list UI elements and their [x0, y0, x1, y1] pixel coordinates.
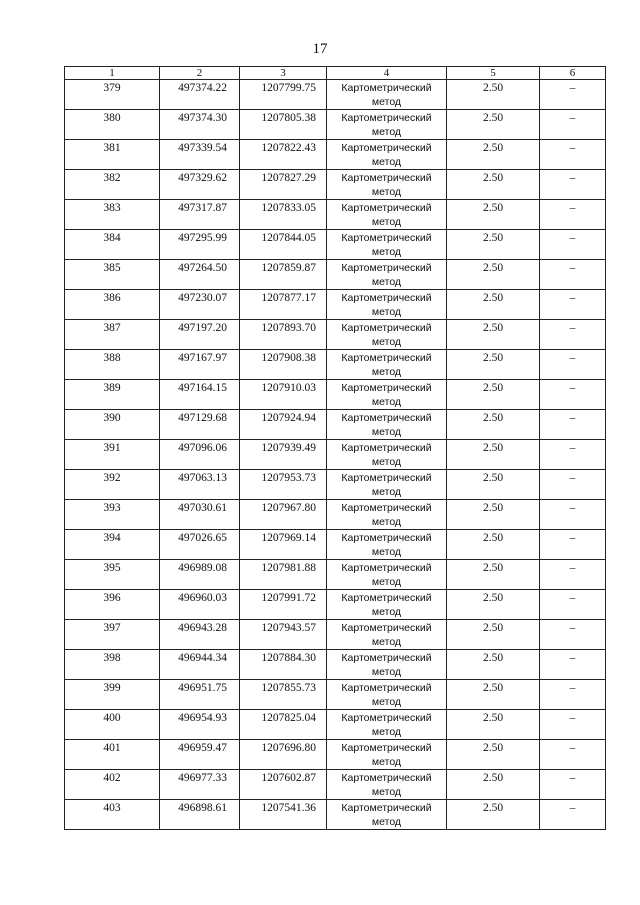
table-body — [65, 80, 606, 830]
accuracy-cell: 2.50 — [447, 680, 540, 710]
method-cell: Картометрический метод — [327, 320, 447, 350]
method-cell: Картометрический метод — [327, 410, 447, 440]
x-coordinate-cell: 496943.28 — [160, 620, 240, 650]
accuracy-cell: 2.50 — [447, 320, 540, 350]
y-coordinate-cell: 1207893.70 — [240, 320, 327, 350]
column-header-6: 6 — [540, 67, 606, 80]
table-row — [65, 680, 606, 710]
x-coordinate-cell: 497317.87 — [160, 200, 240, 230]
method-cell: Картометрический метод — [327, 500, 447, 530]
method-cell: Картометрический метод — [327, 200, 447, 230]
table-row — [65, 200, 606, 230]
table-row — [65, 230, 606, 260]
y-coordinate-cell: 1207877.17 — [240, 290, 327, 320]
column-header-2: 2 — [160, 67, 240, 80]
x-coordinate-cell: 497295.99 — [160, 230, 240, 260]
note-cell: – — [540, 620, 606, 650]
y-coordinate-cell: 1207822.43 — [240, 140, 327, 170]
table-row — [65, 530, 606, 560]
point-number-cell: 393 — [65, 500, 160, 530]
accuracy-cell: 2.50 — [447, 530, 540, 560]
point-number-cell: 383 — [65, 200, 160, 230]
point-number-cell: 388 — [65, 350, 160, 380]
point-number-cell: 381 — [65, 140, 160, 170]
x-coordinate-cell: 497167.97 — [160, 350, 240, 380]
note-cell: – — [540, 350, 606, 380]
point-number-cell: 386 — [65, 290, 160, 320]
accuracy-cell: 2.50 — [447, 200, 540, 230]
x-coordinate-cell: 496959.47 — [160, 740, 240, 770]
column-header-1: 1 — [65, 67, 160, 80]
x-coordinate-cell: 496951.75 — [160, 680, 240, 710]
note-cell: – — [540, 530, 606, 560]
table-row — [65, 140, 606, 170]
note-cell: – — [540, 770, 606, 800]
method-cell: Картометрический метод — [327, 470, 447, 500]
y-coordinate-cell: 1207827.29 — [240, 170, 327, 200]
table-row — [65, 80, 606, 110]
method-cell: Картометрический метод — [327, 620, 447, 650]
method-cell: Картометрический метод — [327, 560, 447, 590]
x-coordinate-cell: 497374.22 — [160, 80, 240, 110]
table-row — [65, 560, 606, 590]
x-coordinate-cell: 496960.03 — [160, 590, 240, 620]
accuracy-cell: 2.50 — [447, 560, 540, 590]
x-coordinate-cell: 497329.62 — [160, 170, 240, 200]
point-number-cell: 403 — [65, 800, 160, 830]
y-coordinate-cell: 1207981.88 — [240, 560, 327, 590]
method-cell: Картометрический метод — [327, 80, 447, 110]
point-number-cell: 397 — [65, 620, 160, 650]
note-cell: – — [540, 320, 606, 350]
accuracy-cell: 2.50 — [447, 770, 540, 800]
point-number-cell: 395 — [65, 560, 160, 590]
table-row — [65, 320, 606, 350]
y-coordinate-cell: 1207924.94 — [240, 410, 327, 440]
point-number-cell: 384 — [65, 230, 160, 260]
y-coordinate-cell: 1207969.14 — [240, 530, 327, 560]
x-coordinate-cell: 496944.34 — [160, 650, 240, 680]
accuracy-cell: 2.50 — [447, 410, 540, 440]
note-cell: – — [540, 650, 606, 680]
accuracy-cell: 2.50 — [447, 110, 540, 140]
note-cell: – — [540, 140, 606, 170]
x-coordinate-cell: 497030.61 — [160, 500, 240, 530]
x-coordinate-cell: 497374.30 — [160, 110, 240, 140]
x-coordinate-cell: 497339.54 — [160, 140, 240, 170]
accuracy-cell: 2.50 — [447, 380, 540, 410]
x-coordinate-cell: 496977.33 — [160, 770, 240, 800]
method-cell: Картометрический метод — [327, 140, 447, 170]
table-row — [65, 410, 606, 440]
y-coordinate-cell: 1207833.05 — [240, 200, 327, 230]
table-row — [65, 170, 606, 200]
accuracy-cell: 2.50 — [447, 740, 540, 770]
point-number-cell: 390 — [65, 410, 160, 440]
x-coordinate-cell: 497197.20 — [160, 320, 240, 350]
method-cell: Картометрический метод — [327, 650, 447, 680]
accuracy-cell: 2.50 — [447, 620, 540, 650]
method-cell: Картометрический метод — [327, 290, 447, 320]
x-coordinate-cell: 496989.08 — [160, 560, 240, 590]
y-coordinate-cell: 1207939.49 — [240, 440, 327, 470]
note-cell: – — [540, 230, 606, 260]
method-cell: Картометрический метод — [327, 440, 447, 470]
method-cell: Картометрический метод — [327, 350, 447, 380]
note-cell: – — [540, 410, 606, 440]
accuracy-cell: 2.50 — [447, 650, 540, 680]
y-coordinate-cell: 1207805.38 — [240, 110, 327, 140]
y-coordinate-cell: 1207602.87 — [240, 770, 327, 800]
point-number-cell: 389 — [65, 380, 160, 410]
point-number-cell: 401 — [65, 740, 160, 770]
y-coordinate-cell: 1207844.05 — [240, 230, 327, 260]
table-row — [65, 260, 606, 290]
method-cell: Картометрический метод — [327, 380, 447, 410]
y-coordinate-cell: 1207859.87 — [240, 260, 327, 290]
method-cell: Картометрический метод — [327, 800, 447, 830]
point-number-cell: 392 — [65, 470, 160, 500]
accuracy-cell: 2.50 — [447, 140, 540, 170]
y-coordinate-cell: 1207953.73 — [240, 470, 327, 500]
method-cell: Картометрический метод — [327, 740, 447, 770]
table-row — [65, 650, 606, 680]
coordinates-table — [64, 66, 606, 830]
accuracy-cell: 2.50 — [447, 260, 540, 290]
point-number-cell: 387 — [65, 320, 160, 350]
accuracy-cell: 2.50 — [447, 290, 540, 320]
note-cell: – — [540, 710, 606, 740]
method-cell: Картометрический метод — [327, 170, 447, 200]
note-cell: – — [540, 470, 606, 500]
y-coordinate-cell: 1207943.57 — [240, 620, 327, 650]
point-number-cell: 379 — [65, 80, 160, 110]
note-cell: – — [540, 440, 606, 470]
point-number-cell: 402 — [65, 770, 160, 800]
x-coordinate-cell: 497129.68 — [160, 410, 240, 440]
table-row — [65, 620, 606, 650]
note-cell: – — [540, 560, 606, 590]
y-coordinate-cell: 1207967.80 — [240, 500, 327, 530]
point-number-cell: 396 — [65, 590, 160, 620]
point-number-cell: 380 — [65, 110, 160, 140]
x-coordinate-cell: 497026.65 — [160, 530, 240, 560]
point-number-cell: 385 — [65, 260, 160, 290]
note-cell: – — [540, 380, 606, 410]
method-cell: Картометрический метод — [327, 680, 447, 710]
y-coordinate-cell: 1207991.72 — [240, 590, 327, 620]
note-cell: – — [540, 110, 606, 140]
accuracy-cell: 2.50 — [447, 590, 540, 620]
point-number-cell: 400 — [65, 710, 160, 740]
x-coordinate-cell: 496898.61 — [160, 800, 240, 830]
accuracy-cell: 2.50 — [447, 710, 540, 740]
y-coordinate-cell: 1207855.73 — [240, 680, 327, 710]
y-coordinate-cell: 1207541.36 — [240, 800, 327, 830]
point-number-cell: 394 — [65, 530, 160, 560]
point-number-cell: 399 — [65, 680, 160, 710]
page-number: 17 — [312, 41, 328, 57]
table-row — [65, 440, 606, 470]
note-cell: – — [540, 590, 606, 620]
table-row — [65, 590, 606, 620]
y-coordinate-cell: 1207799.75 — [240, 80, 327, 110]
note-cell: – — [540, 290, 606, 320]
note-cell: – — [540, 740, 606, 770]
point-number-cell: 382 — [65, 170, 160, 200]
note-cell: – — [540, 260, 606, 290]
x-coordinate-cell: 497063.13 — [160, 470, 240, 500]
table-row — [65, 350, 606, 380]
x-coordinate-cell: 497264.50 — [160, 260, 240, 290]
table-row — [65, 290, 606, 320]
table-header-row — [65, 67, 606, 80]
accuracy-cell: 2.50 — [447, 440, 540, 470]
note-cell: – — [540, 80, 606, 110]
y-coordinate-cell: 1207696.80 — [240, 740, 327, 770]
accuracy-cell: 2.50 — [447, 80, 540, 110]
method-cell: Картометрический метод — [327, 710, 447, 740]
table-row — [65, 800, 606, 830]
accuracy-cell: 2.50 — [447, 500, 540, 530]
accuracy-cell: 2.50 — [447, 170, 540, 200]
y-coordinate-cell: 1207825.04 — [240, 710, 327, 740]
table-row — [65, 740, 606, 770]
note-cell: – — [540, 200, 606, 230]
table-row — [65, 500, 606, 530]
x-coordinate-cell: 497164.15 — [160, 380, 240, 410]
x-coordinate-cell: 497096.06 — [160, 440, 240, 470]
y-coordinate-cell: 1207908.38 — [240, 350, 327, 380]
accuracy-cell: 2.50 — [447, 800, 540, 830]
accuracy-cell: 2.50 — [447, 230, 540, 260]
y-coordinate-cell: 1207884.30 — [240, 650, 327, 680]
method-cell: Картометрический метод — [327, 230, 447, 260]
accuracy-cell: 2.50 — [447, 470, 540, 500]
x-coordinate-cell: 497230.07 — [160, 290, 240, 320]
method-cell: Картометрический метод — [327, 110, 447, 140]
table-row — [65, 380, 606, 410]
table-row — [65, 470, 606, 500]
method-cell: Картометрический метод — [327, 260, 447, 290]
method-cell: Картометрический метод — [327, 590, 447, 620]
y-coordinate-cell: 1207910.03 — [240, 380, 327, 410]
note-cell: – — [540, 500, 606, 530]
note-cell: – — [540, 800, 606, 830]
method-cell: Картометрический метод — [327, 770, 447, 800]
note-cell: – — [540, 680, 606, 710]
table-row — [65, 770, 606, 800]
column-header-5: 5 — [447, 67, 540, 80]
x-coordinate-cell: 496954.93 — [160, 710, 240, 740]
column-header-4: 4 — [327, 67, 447, 80]
point-number-cell: 391 — [65, 440, 160, 470]
table-row — [65, 710, 606, 740]
accuracy-cell: 2.50 — [447, 350, 540, 380]
note-cell: – — [540, 170, 606, 200]
column-header-3: 3 — [240, 67, 327, 80]
point-number-cell: 398 — [65, 650, 160, 680]
method-cell: Картометрический метод — [327, 530, 447, 560]
table-row — [65, 110, 606, 140]
